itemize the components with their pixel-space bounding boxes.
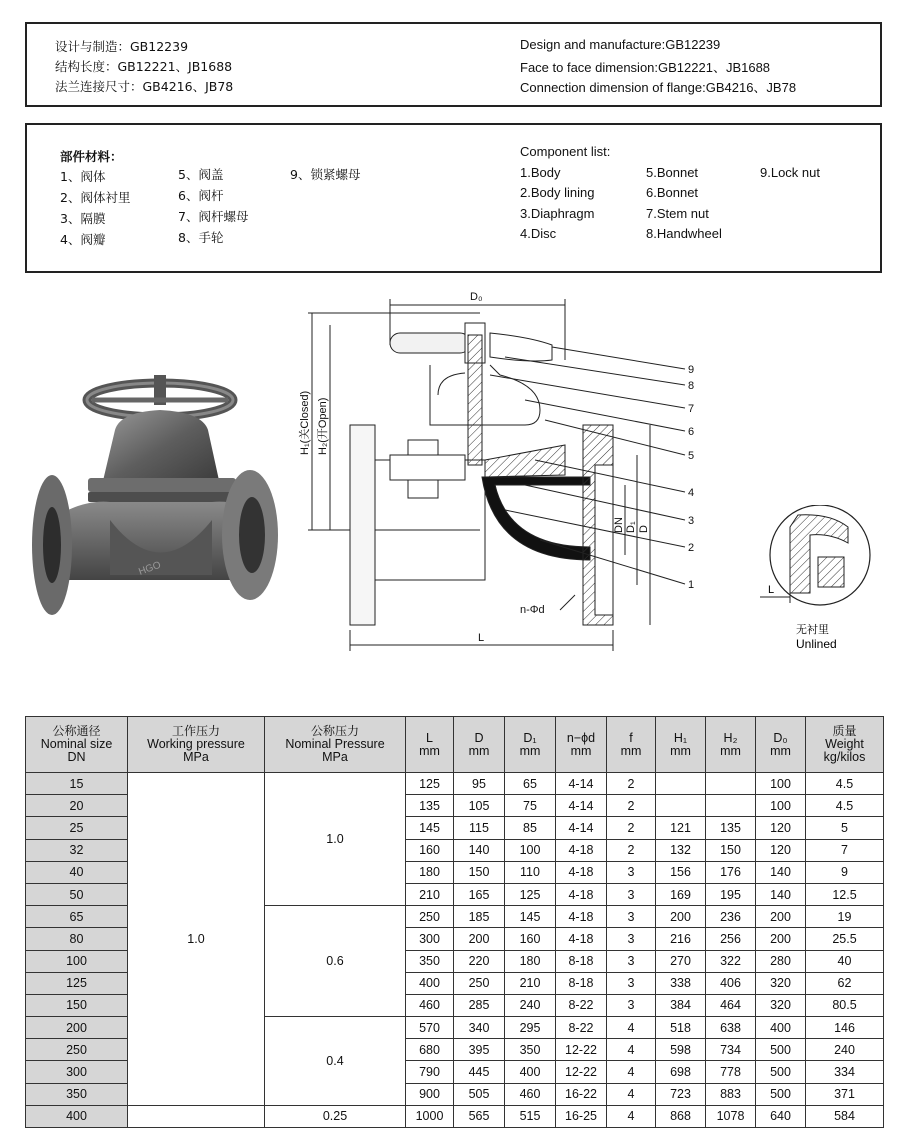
header-cell-1 [128,717,265,773]
cell-value: 240 [806,1039,884,1061]
cell-nominal-pressure: 0.25 [265,1105,406,1127]
component-box [25,123,882,273]
comp-en-title: Component list: [520,144,611,159]
callout-7: 7 [688,403,695,415]
header-cell-8 [656,717,706,773]
cell-value: 180 [505,950,556,972]
table-body [26,773,884,1128]
cell-nominal-pressure: 1.0 [265,773,406,906]
header-en: mm [720,743,741,758]
cell-value: 100 [756,795,806,817]
cell-value: 16-22 [556,1083,607,1105]
label-dn: DN [613,517,625,533]
header-cell-0 [26,717,128,773]
unlined-detail [760,505,880,655]
cell-value: 95 [454,773,505,795]
spec-table [25,716,884,1128]
cell-value: 160 [406,839,454,861]
table-row [26,773,884,795]
label-h2: H₂(开Open) [317,397,329,455]
cell-value: 165 [454,883,505,905]
cell-value: 200 [756,906,806,928]
header-cn: D₁ [523,730,537,745]
cell-value: 2 [607,795,656,817]
cell-value: 500 [756,1061,806,1083]
comp-cn-7: 7、阀杆螺母 [178,209,249,224]
cell-value: 3 [607,928,656,950]
cell-value: 110 [505,861,556,883]
callout-2: 2 [688,542,695,554]
label-d1: D₁ [625,521,637,533]
cell-value: 150 [454,861,505,883]
cell-dn: 250 [26,1039,128,1061]
standards-box [25,22,882,107]
cell-value: 280 [756,950,806,972]
cell-dn: 200 [26,1017,128,1039]
cell-value: 320 [756,972,806,994]
cell-value: 19 [806,906,884,928]
cell-value: 256 [706,928,756,950]
cell-value: 900 [406,1083,454,1105]
header-en: mm [419,743,440,758]
cell-value: 100 [756,773,806,795]
cell-value: 334 [806,1061,884,1083]
cell-value: 598 [656,1039,706,1061]
cell-value: 400 [505,1061,556,1083]
cell-value: 145 [505,906,556,928]
cell-value: 125 [505,883,556,905]
cell-value [706,795,756,817]
header-cn: L [426,730,433,745]
callout-1: 1 [688,579,695,591]
cell-value: 62 [806,972,884,994]
cell-value: 638 [706,1017,756,1039]
cell-value: 200 [656,906,706,928]
cell-value: 220 [454,950,505,972]
header-en: mm [770,743,791,758]
cell-dn: 125 [26,972,128,994]
header-cell-11 [806,717,884,773]
cell-value: 210 [406,883,454,905]
std-en-face: Face to face dimension:GB12221、JB1688 [520,60,771,75]
cell-value: 100 [505,839,556,861]
cell-value: 570 [406,1017,454,1039]
cell-value: 384 [656,994,706,1016]
cell-value: 169 [656,883,706,905]
valve-section-drawing [290,285,710,660]
cell-value: 4 [607,1017,656,1039]
cell-value: 883 [706,1083,756,1105]
cell-value: 216 [656,928,706,950]
cell-value: 4 [607,1039,656,1061]
header-en: mm [620,743,642,758]
header-en: mm [670,743,691,758]
cell-value: 120 [756,839,806,861]
std-en-flange: Connection dimension of flange:GB4216、JB78 [520,80,797,95]
cell-dn: 300 [26,1061,128,1083]
cell-value: 270 [656,950,706,972]
cell-value: 734 [706,1039,756,1061]
cell-value: 250 [406,906,454,928]
cell-value: 75 [505,795,556,817]
comp-en-1: 1.Body [520,165,561,180]
cell-value: 4-18 [556,839,607,861]
cell-dn: 65 [26,906,128,928]
header-cell-7 [607,717,656,773]
label-d: D [638,525,650,533]
cell-value: 210 [505,972,556,994]
cell-value: 680 [406,1039,454,1061]
comp-en-3: 3.Diaphragm [520,206,595,221]
unlined-cn: 无衬里 [796,623,829,636]
cell-value: 195 [706,883,756,905]
header-cell-6 [556,717,607,773]
cell-value: 698 [656,1061,706,1083]
cell-value: 371 [806,1083,884,1105]
cell-value: 8-18 [556,972,607,994]
cell-value: 12.5 [806,883,884,905]
cell-value: 320 [756,994,806,1016]
comp-cn-8: 8、手轮 [178,230,224,245]
cell-value: 7 [806,839,884,861]
cell-value: 400 [406,972,454,994]
comp-cn-2: 2、阀体衬里 [60,190,131,205]
header-cell-5 [505,717,556,773]
callout-3: 3 [688,515,695,527]
cell-value: 3 [607,906,656,928]
comp-en-4: 4.Disc [520,226,557,241]
std-en-design: Design and manufacture:GB12239 [520,37,721,52]
cell-value: 85 [505,817,556,839]
cell-value: 4-14 [556,795,607,817]
cell-value: 4 [607,1083,656,1105]
cell-value: 40 [806,950,884,972]
cell-value: 584 [806,1105,884,1127]
comp-cn-9: 9、锁紧螺母 [290,167,361,182]
header-unit: MPa [183,750,209,764]
cell-value: 500 [756,1039,806,1061]
cell-value: 115 [454,817,505,839]
cell-value: 505 [454,1083,505,1105]
header-en: mm [468,743,490,758]
cell-value: 3 [607,994,656,1016]
cell-value: 3 [607,861,656,883]
cell-value: 156 [656,861,706,883]
header-cell-4 [454,717,505,773]
header-cell-2 [265,717,406,773]
cell-value: 3 [607,883,656,905]
comp-cn-4: 4、阀瓣 [60,232,106,247]
cell-value: 140 [756,861,806,883]
cell-value: 515 [505,1105,556,1127]
callout-4: 4 [688,487,695,499]
cell-value: 2 [607,773,656,795]
cell-value: 500 [756,1083,806,1105]
cell-value: 460 [406,994,454,1016]
header-cell-9 [706,717,756,773]
cell-value: 4.5 [806,795,884,817]
cell-value: 322 [706,950,756,972]
header-cn: n−ϕd [566,730,596,745]
cell-value [656,795,706,817]
cell-dn: 350 [26,1083,128,1105]
comp-en-7: 7.Stem nut [646,206,709,221]
callout-9: 9 [688,364,695,376]
cell-value: 240 [505,994,556,1016]
cell-value: 16-25 [556,1105,607,1127]
cell-working-pressure: 1.0 [128,773,265,1106]
cell-value: 120 [756,817,806,839]
cell-value: 350 [505,1039,556,1061]
cell-value: 135 [706,817,756,839]
cell-value: 518 [656,1017,706,1039]
cell-value: 460 [505,1083,556,1105]
header-unit: kg/kilos [823,750,866,764]
cell-nominal-pressure: 0.6 [265,906,406,1017]
std-cn-face: 结构长度：GB12221、JB1688 [55,59,233,74]
valve-photo [30,370,280,620]
cell-value: 8-22 [556,994,607,1016]
header-cn: H₂ [723,730,738,745]
cell-value: 9 [806,861,884,883]
cell-value: 25.5 [806,928,884,950]
header-en: Nominal Pressure [285,737,385,751]
table-row [26,1105,884,1127]
cell-dn: 25 [26,817,128,839]
label-nphid: n-Φd [520,604,545,616]
unlined-en: Unlined [796,637,837,651]
cell-value: 250 [454,972,505,994]
cell-value: 160 [505,928,556,950]
cell-working-pressure-empty [128,1105,265,1127]
header-cn: 质量 [832,724,857,738]
cell-value: 4-18 [556,883,607,905]
header-cn: 公称压力 [310,724,359,738]
cell-value: 295 [505,1017,556,1039]
cell-value: 5 [806,817,884,839]
label-d0: D₀ [470,291,483,303]
comp-cn-1: 1、阀体 [60,169,106,184]
cell-value: 4-14 [556,817,607,839]
cell-value: 338 [656,972,706,994]
comp-en-8: 8.Handwheel [646,226,722,241]
cell-value: 4 [607,1105,656,1127]
cell-value: 8-18 [556,950,607,972]
comp-cn-3: 3、隔膜 [60,211,106,226]
header-en: mm [519,743,541,758]
cell-value: 4 [607,1061,656,1083]
comp-en-6: 6.Bonnet [646,185,699,200]
cell-value: 132 [656,839,706,861]
cell-value: 4-18 [556,861,607,883]
cell-nominal-pressure: 0.4 [265,1017,406,1106]
header-cell-3 [406,717,454,773]
unlined-l-label: L [768,584,775,596]
callout-6: 6 [688,426,695,438]
header-en: Nominal size [40,737,113,751]
cell-value: 12-22 [556,1039,607,1061]
header-unit: MPa [322,750,348,764]
cell-value: 300 [406,928,454,950]
cell-value: 400 [756,1017,806,1039]
cell-value: 180 [406,861,454,883]
cell-value: 464 [706,994,756,1016]
cell-value: 65 [505,773,556,795]
cell-value: 105 [454,795,505,817]
cell-value: 200 [454,928,505,950]
header-cn: f [629,730,633,745]
cell-dn: 150 [26,994,128,1016]
std-cn-design: 设计与制造：GB12239 [55,39,189,54]
header-en: Weight [825,737,864,751]
cell-value: 640 [756,1105,806,1127]
cell-value: 8-22 [556,1017,607,1039]
header-en: Working pressure [147,737,245,751]
cell-value [656,773,706,795]
cell-value: 2 [607,839,656,861]
cell-value: 565 [454,1105,505,1127]
cell-value: 340 [454,1017,505,1039]
cell-value: 4-18 [556,906,607,928]
cell-value: 778 [706,1061,756,1083]
callout-5: 5 [688,450,695,462]
cell-value: 140 [756,883,806,905]
cell-dn: 40 [26,861,128,883]
cell-value: 185 [454,906,505,928]
cell-value: 350 [406,950,454,972]
header-cn: H₁ [673,730,688,745]
cell-dn: 15 [26,773,128,795]
cell-value: 723 [656,1083,706,1105]
cell-value: 1078 [706,1105,756,1127]
cell-value: 145 [406,817,454,839]
cell-value: 790 [406,1061,454,1083]
header-unit: DN [67,750,86,764]
cell-dn: 50 [26,883,128,905]
cell-value: 3 [607,950,656,972]
cell-dn: 32 [26,839,128,861]
cell-value: 406 [706,972,756,994]
cell-value: 4.5 [806,773,884,795]
cell-value: 12-22 [556,1061,607,1083]
cell-value: 236 [706,906,756,928]
cell-value: 176 [706,861,756,883]
comp-cn-6: 6、阀杆 [178,188,224,203]
cell-value: 135 [406,795,454,817]
cell-value: 80.5 [806,994,884,1016]
cell-dn: 20 [26,795,128,817]
cell-value: 150 [706,839,756,861]
cell-value: 121 [656,817,706,839]
header-cn: 工作压力 [171,724,220,738]
comp-cn-5: 5、阀盖 [178,167,224,182]
cell-value: 868 [656,1105,706,1127]
cell-value: 146 [806,1017,884,1039]
comp-cn-title: 部件材料： [60,149,123,164]
cell-value: 1000 [406,1105,454,1127]
comp-en-5: 5.Bonnet [646,165,699,180]
table-header-row [26,717,884,773]
cell-value: 125 [406,773,454,795]
cell-value: 4-18 [556,928,607,950]
cell-dn: 80 [26,928,128,950]
cell-value: 445 [454,1061,505,1083]
cell-value: 2 [607,817,656,839]
header-cn: D [474,730,484,745]
comp-en-9: 9.Lock nut [760,165,820,180]
header-cn: D₀ [773,730,788,745]
header-cell-10 [756,717,806,773]
cell-dn: 100 [26,950,128,972]
cell-value: 285 [454,994,505,1016]
label-l: L [478,632,485,644]
header-en: mm [570,743,592,758]
comp-en-2: 2.Body lining [520,185,595,200]
cell-value: 4-14 [556,773,607,795]
callout-8: 8 [688,380,695,392]
header-cn: 公称通径 [52,724,101,738]
svg-text:HGO: HGO [137,559,163,578]
cell-value: 200 [756,928,806,950]
cell-value [706,773,756,795]
cell-value: 395 [454,1039,505,1061]
cell-value: 3 [607,972,656,994]
label-h1: H₁(关Closed) [299,390,311,455]
cell-dn: 400 [26,1105,128,1127]
cell-value: 140 [454,839,505,861]
std-cn-flange: 法兰连接尺寸：GB4216、JB78 [55,79,234,94]
